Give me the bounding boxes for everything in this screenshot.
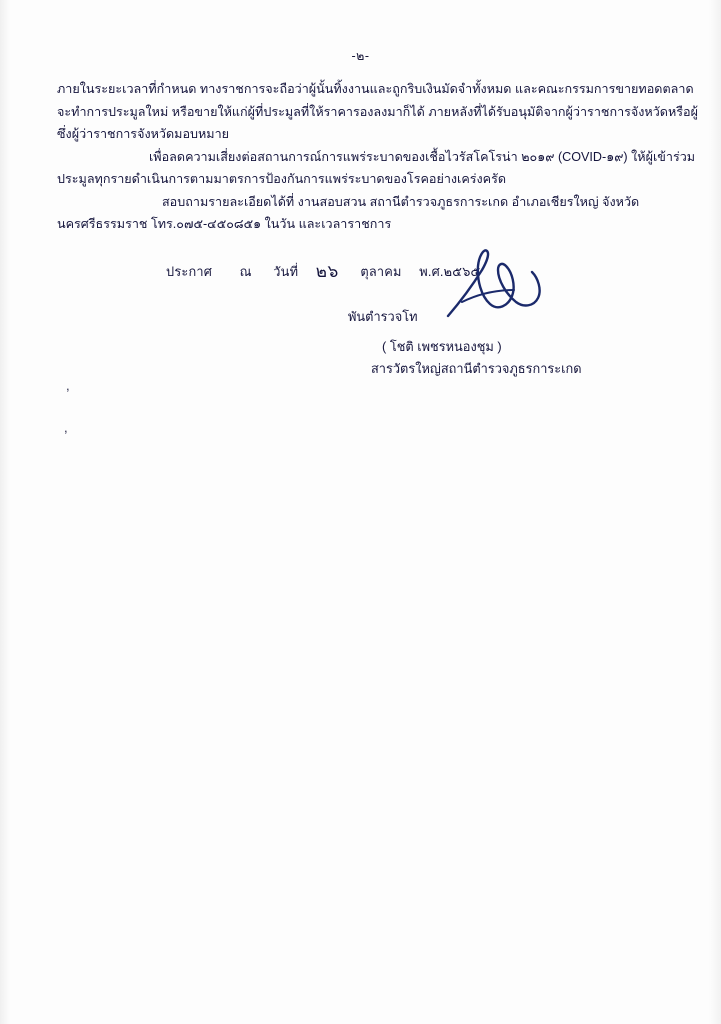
announcement-date-line (166, 258, 480, 285)
announcement-day: ๒๖ (315, 262, 339, 281)
signature-name: ( โชติ เพชรหนองชุม ) (382, 339, 502, 354)
paragraph-3 (57, 191, 665, 236)
announcement-month: ตุลาคม (360, 264, 402, 279)
signature-position: สารวัตรใหญ่สถานีตำรวจภูธรการะเกด (371, 361, 582, 376)
document-body (57, 78, 698, 236)
announcement-date-label: วันที่ (273, 264, 299, 279)
signature-rank: พันตำรวจโท (348, 309, 418, 324)
announcement-year: พ.ศ.๒๕๖๕ (419, 264, 481, 279)
paragraph-2-line-2: ประมูลทุกรายดำเนินการตามมาตรการป้องกันการแพร่ระบาดของโรคอย่างเคร่งครัด (57, 172, 507, 186)
paragraph-1 (57, 78, 698, 146)
announcement-at-label: ณ (239, 264, 252, 279)
paragraph-3-line-2: นครศรีธรรมราช โทร.๐๗๕-๔๕๐๘๕๑ ในวัน และเวลาราชการ (57, 217, 392, 231)
page-number: -๒- (351, 49, 370, 63)
paragraph-1-line-1: ภายในระยะเวลาที่กำหนด ทางราชการจะถือว่าผู้นั้นทิ้งงานและถูกริบเงินมัดจำทั้งหมด และคณะกรรมการขายทอดตลาด (57, 82, 694, 96)
margin-mark-1: , (66, 378, 70, 393)
paragraph-2-line-1: เพื่อลดความเสี่ยงต่อสถานการณ์การแพร่ระบาดของเชื้อไวรัสโคโรน่า ๒๐๑๙ (COVID-๑๙) ให้ผู้เข้าร่วม (149, 149, 696, 164)
announcement-label: ประกาศ (166, 264, 213, 279)
paragraph-3-line-1: สอบถามรายละเอียดได้ที่ งานสอบสวน สถานีตำรวจภูธรการะเกด อำเภอเชียรใหญ่ จังหวัด (162, 194, 640, 209)
paragraph-1-line-3: ซึ่งผู้ว่าราชการจังหวัดมอบหมาย (57, 127, 230, 141)
paragraph-1-line-2: จะทำการประมูลใหม่ หรือขายให้แก่ผู้ที่ประมูลที่ให้ราคารองลงมาก็ได้ ภายหลังที่ได้รับอนุมัติจากผู้ว่าราชการจังหวัดหรือผู้ (57, 104, 698, 119)
paragraph-2 (57, 146, 696, 191)
margin-mark-2: , (64, 420, 68, 435)
